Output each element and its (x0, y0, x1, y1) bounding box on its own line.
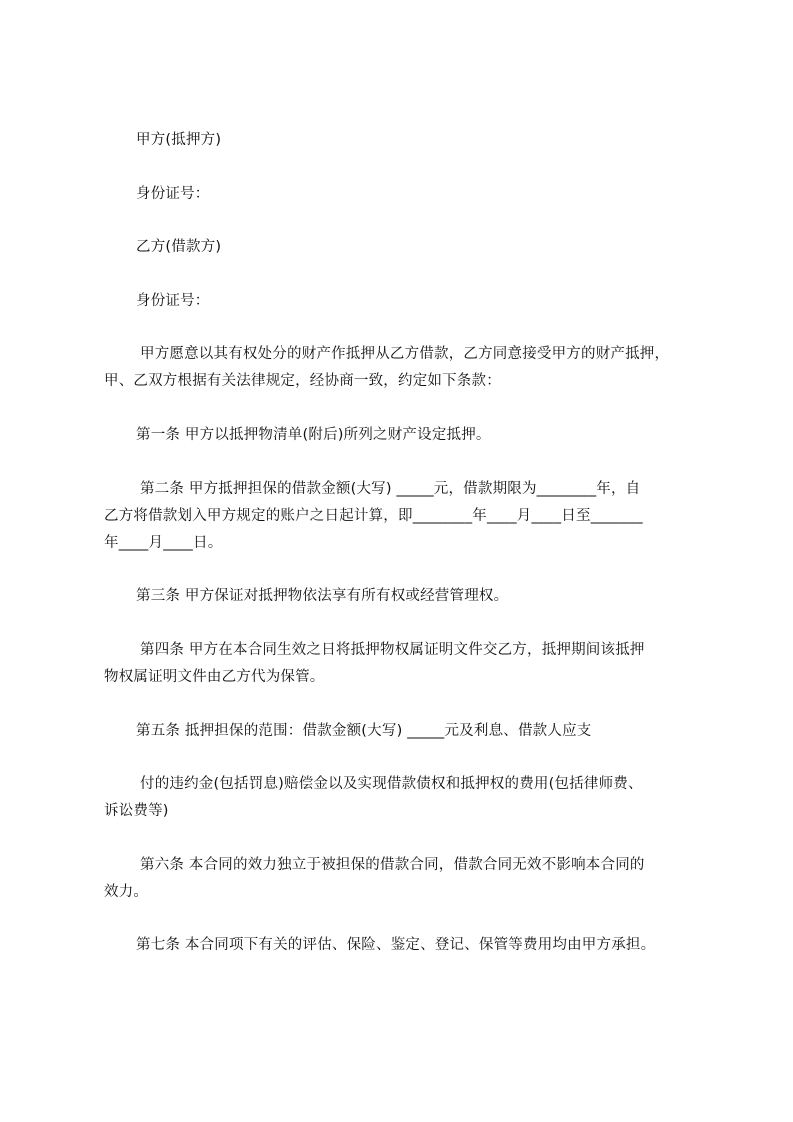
article-5: 第五条 抵押担保的范围：借款金额(大写) _____元及利息、借款人应支 (136, 723, 592, 739)
article-1: 第一条 甲方以抵押物清单(附后)所列之财产设定抵押。 (136, 427, 491, 443)
intro-line-1: 甲方愿意以其有权处分的财产作抵押从乙方借款，乙方同意接受甲方的财产抵押， (140, 346, 670, 362)
article-5-cont-line-1: 付的违约金(包括罚息)赔偿金以及实现借款债权和抵押权的费用(包括律师费、 (140, 776, 643, 792)
article-5-cont-line-2: 诉讼费等) (104, 803, 169, 819)
article-4-line-2: 物权属证明文件由乙方代为保管。 (104, 669, 325, 685)
article-2-line-2: 乙方将借款划入甲方规定的账户之日起计算，即________年____月____日至_______ (104, 508, 643, 524)
article-2-line-1: 第二条 甲方抵押担保的借款金额(大写) _____元，借款期限为________年，自 (140, 481, 641, 497)
party-b-id-label: 身份证号： (136, 293, 210, 309)
party-a-label: 甲方(抵押方) (136, 132, 222, 148)
party-a-id-label: 身份证号： (136, 186, 210, 202)
article-6-line-2: 效力。 (104, 884, 149, 900)
article-2-line-3: 年____月____日。 (104, 535, 223, 551)
article-6-line-1: 第六条 本合同的效力独立于被担保的借款合同，借款合同无效不影响本合同的 (140, 857, 645, 873)
intro-line-2: 甲、乙双方根据有关法律规定，经协商一致，约定如下条款： (104, 373, 501, 389)
party-b-label: 乙方(借款方) (136, 239, 222, 255)
article-7: 第七条 本合同项下有关的评估、保险、鉴定、登记、保管等费用均由甲方承担。 (136, 937, 656, 953)
article-4-line-1: 第四条 甲方在本合同生效之日将抵押物权属证明文件交乙方，抵押期间该抵押 (140, 642, 645, 658)
article-3: 第三条 甲方保证对抵押物依法享有所有权或经营管理权。 (136, 588, 509, 604)
